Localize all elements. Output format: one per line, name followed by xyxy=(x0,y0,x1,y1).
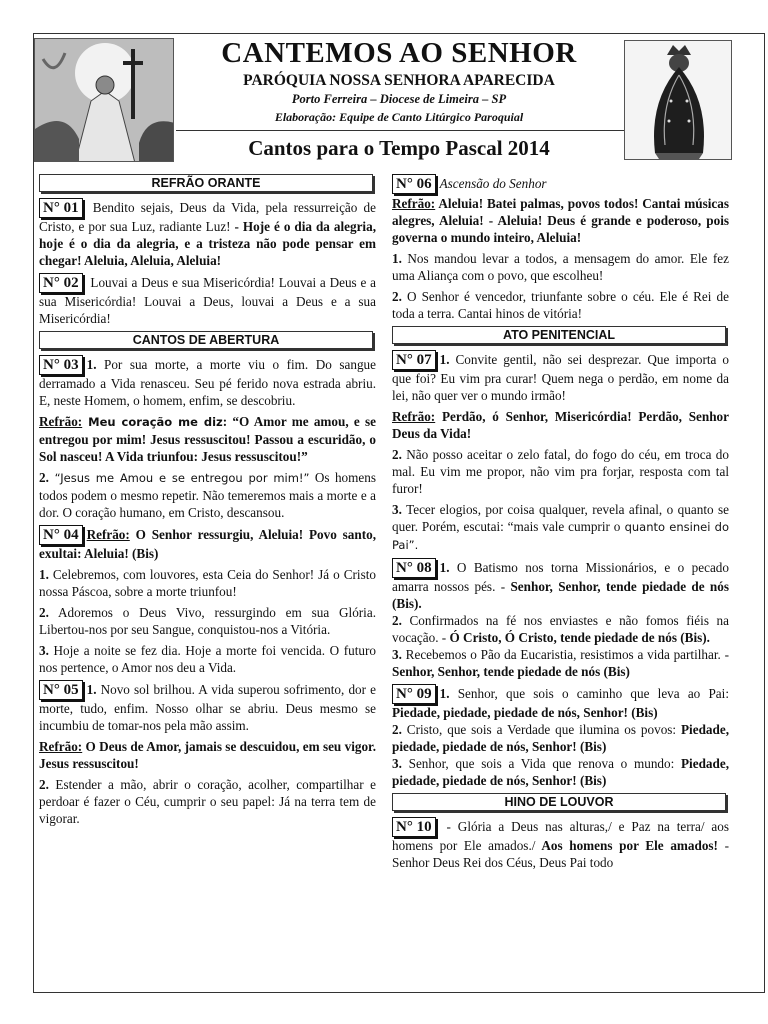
song-09-verse-2: 2. Cristo, que sois a Verdade que ilumina os povos: Piedade, piedade, piedade de nós, Senhor! (Bis) xyxy=(392,722,729,754)
song-03-verse-2: 2. “Jesus me Amou e se entregou por mim!” Os homens todos podem o mesmo repetir. Não temeremos mais a morte e a dor. O coração humano, em Cristo, descansou. xyxy=(39,470,376,520)
elaboration-credit: Elaboração: Equipe de Canto Litúrgico Paroquial xyxy=(274,110,524,124)
section-refrao-orante: REFRÃO ORANTE xyxy=(39,174,373,192)
page-frame xyxy=(33,33,765,993)
song-06: N° 06 Ascensão do Senhor xyxy=(392,174,729,194)
header xyxy=(34,34,764,162)
song-08-verse-2: 2. Confirmados na fé nos enviastes e não fomos fiéis na vocação. - Ó Cristo, Ó Cristo, tende piedade de nós (Bis). xyxy=(392,613,729,645)
section-hino-louvor: HINO DE LOUVOR xyxy=(392,793,726,811)
song-04-verse-3: 3. Hoje a noite se fez dia. Hoje a morte foi vencida. O futuro nos pertence, o Amor nos deu a Vida. xyxy=(39,643,376,675)
left-column xyxy=(39,174,376,831)
song-03: N° 03 1. Por sua morte, a morte viu o fim. Do sangue derramado a Vida renasceu. Seu pé ferido nova estrada abriu. E, neste Homem, o homem, enfim, se descobriu. xyxy=(39,357,376,408)
song-number: N° 02 xyxy=(39,273,83,293)
song-06-refrain: Refrão: Aleluia! Batei palmas, povos todos! Cantai músicas alegres, Aleluia! - Aleluia! Deus é grande e poderoso, pois governa o mundo inteiro, Aleluia! xyxy=(392,196,729,245)
song-number: N° 04 xyxy=(39,525,83,545)
song-03-refrain: Refrão: Meu coração me diz: “O Amor me amou, e se entregou por mim! Jesus ressuscitou! Passou a escuridão, o Sol nasceu! A Vida triunfou: Jesus ressuscitou!” xyxy=(39,414,376,464)
resurrection-image xyxy=(34,38,174,162)
song-number: N° 03 xyxy=(39,355,83,375)
song-04-verse-1: 1. Celebremos, com louvores, esta Ceia do Senhor! Já o Cristo nossa Páscoa, sobre a morte triunfou! xyxy=(39,567,376,599)
song-number: N° 10 xyxy=(392,817,436,837)
song-number: N° 06 xyxy=(392,174,436,194)
song-07-refrain: Refrão: Perdão, ó Senhor, Misericórdia! Perdão, Senhor Deus da Vida! xyxy=(392,409,729,441)
parish-name: PARÓQUIA NOSSA SENHORA APARECIDA xyxy=(243,72,555,89)
song-05-refrain: Refrão: O Deus de Amor, jamais se descuidou, em seu vigor. Jesus ressuscitou! xyxy=(39,739,376,771)
song-09-verse-3: 3. Senhor, que sois a Vida que renova o mundo: Piedade, piedade, piedade de nós, Senhor! (Bis) xyxy=(392,756,729,788)
section-ato-penitencial: ATO PENITENCIAL xyxy=(392,326,726,344)
song-07: N° 07 1. Convite gentil, não sei desprezar. Que importa o que foi? Eu vim pra curar! Quem nega o perdão, em nome da lei, não quer ver o mundo irmão! xyxy=(392,352,729,403)
header-divider xyxy=(176,130,624,131)
song-01: N° 01 Bendito sejais, Deus da Vida, pela ressurreição de Cristo, e por sua Luz, radiante Luz! - Hoje é o dia da alegria, hoje é o dia da alegria, e a tristeza não pode pensar em chegar! Aleluia, Aleluia, Aleluia! xyxy=(39,200,376,268)
song-02: N° 02 Louvai a Deus e sua Misericórdia! Louvai a Deus e a sua Misericórdia! Louvai a Deus, louvai a Deus e a sua Misericórdia! xyxy=(39,275,376,326)
song-04-verse-2: 2. Adoremos o Deus Vivo, ressurgindo em sua Glória. Libertou-nos por seu Sangue, conquistou-nos a Vitória. xyxy=(39,605,376,637)
section-cantos-abertura: CANTOS DE ABERTURA xyxy=(39,331,373,349)
song-10: N° 10 - Glória a Deus nas alturas,/ e Paz na terra/ aos homens por Ele amados./ Aos homens por Ele amados! - Senhor Deus Rei dos Céus, Deus Pai todo xyxy=(392,819,730,870)
song-number: N° 07 xyxy=(392,350,436,370)
song-07-verse-3: 3. Tecer elogios, por coisa qualquer, revela afinal, o quanto se quer. Porém, escutai: “mais vale cumprir o quanto ensinei do Pai”. xyxy=(392,502,729,552)
song-number: N° 08 xyxy=(392,558,436,578)
song-04: N° 04 Refrão: O Senhor ressurgiu, Aleluia! Povo santo, exultai: Aleluia! (Bis) xyxy=(39,527,376,561)
song-05: N° 05 1. Novo sol brilhou. A vida superou sofrimento, dor e morte, tudo, enfim. Nosso olhar se abriu. Deus mesmo se incumbiu de tomar-nos pela mão assim. xyxy=(39,682,376,733)
song-09: N° 09 1. Senhor, que sois o caminho que leva ao Pai: Piedade, piedade, piedade de nós, Senhor! (Bis) xyxy=(392,686,729,720)
song-05-verse-2: 2. Estender a mão, abrir o coração, acolher, compartilhar e perdoar é fazer o Céu, cumprir o seu papel: Já na terra tem de vigorar. xyxy=(39,777,376,826)
right-column xyxy=(392,174,729,875)
song-06-verse-1: 1. Nos mandou levar a todos, a mensagem do amor. Ele fez uma Aliança com o povo, que escolheu! xyxy=(392,251,729,283)
page-title: CANTEMOS AO SENHOR xyxy=(221,37,577,69)
song-06-verse-2: 2. O Senhor é vencedor, triunfante sobre o céu. Ele é Rei de toda a terra. Cantai hinos de vitória! xyxy=(392,289,729,321)
page-subtitle: Cantos para o Tempo Pascal 2014 xyxy=(248,136,550,160)
city-diocese: Porto Ferreira – Diocese de Limeira – SP xyxy=(291,92,507,106)
song-number: N° 01 xyxy=(39,198,83,218)
song-08-verse-3: 3. Recebemos o Pão da Eucaristia, resistimos a vida partilhar. - Senhor, Senhor, tende piedade de nós (Bis) xyxy=(392,647,729,679)
our-lady-aparecida-image xyxy=(624,40,732,160)
song-08: N° 08 1. O Batismo nos torna Missionários, e o pecado amarra nossos pés. - Senhor, Senhor, tende piedade de nós (Bis). xyxy=(392,560,729,611)
song-number: N° 09 xyxy=(392,684,436,704)
song-07-verse-2: 2. Não posso aceitar o zelo fatal, do fogo do céu, em troca do mal. Eu vim me propor, não vim pra forjar, resposta com tal furor! xyxy=(392,447,729,496)
song-number: N° 05 xyxy=(39,680,83,700)
